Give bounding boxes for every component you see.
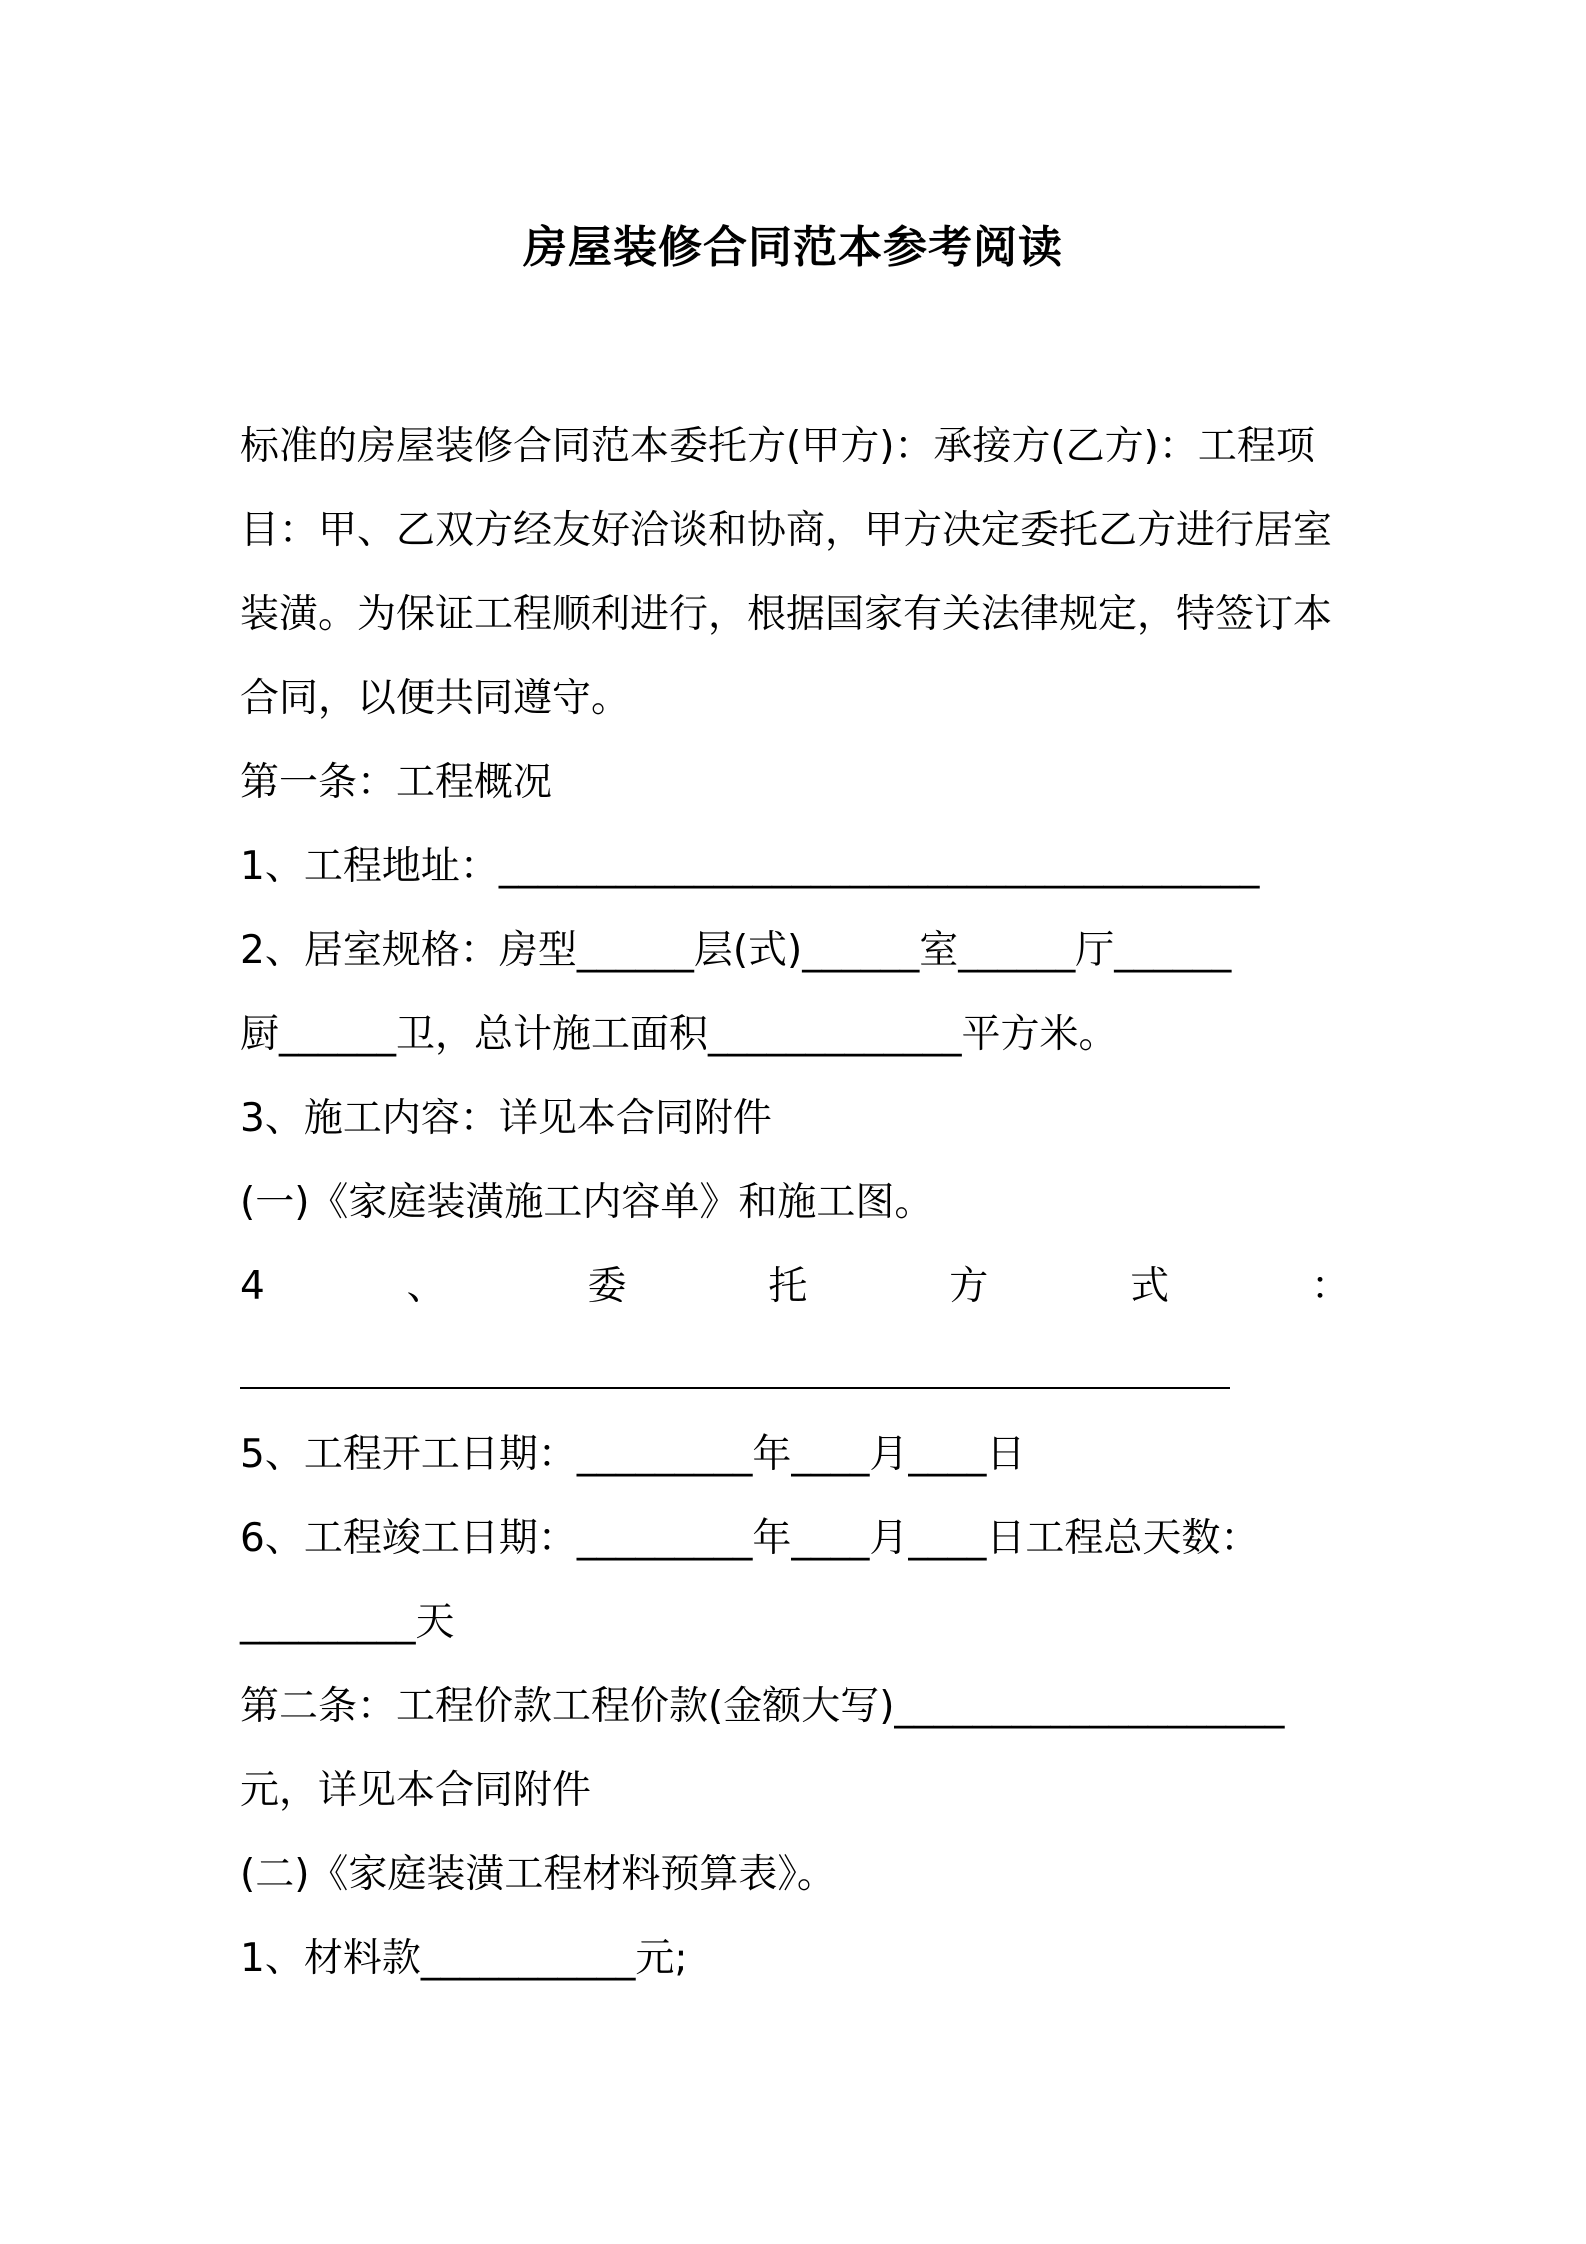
item-room-spec-line-2: 厨______卫，总计施工面积_____________平方米。 bbox=[240, 1012, 1118, 1057]
item-completion-date-line-1: 6、工程竣工日期：_________年____月____日工程总天数： bbox=[240, 1516, 1260, 1561]
intro-paragraph: 标准的房屋装修合同范本委托方(甲方)：承接方(乙方)：工程项目：甲、乙双方经友好洽谈和协商，甲方决定委托乙方进行居室装潢。为保证工程顺利进行，根据国家有关法律规定，特签订本合同，以便共同遵守。 bbox=[240, 424, 1333, 721]
article-1-heading: 第一条：工程概况 bbox=[240, 760, 553, 805]
item-start-date: 5、工程开工日期：_________年____月____日 bbox=[240, 1432, 1026, 1477]
document-body bbox=[240, 405, 1350, 2001]
item-project-address: 1、工程地址：_______________________________________ bbox=[240, 844, 1260, 889]
blank-fill-line bbox=[240, 1329, 1350, 1413]
document-title: 房屋装修合同范本参考阅读 bbox=[523, 222, 1063, 273]
article-2-line-1: 第二条：工程价款工程价款(金额大写)____________________ bbox=[240, 1684, 1285, 1729]
blank-underline bbox=[240, 1387, 1230, 1389]
item-construction-content: 3、施工内容：详见本合同附件 bbox=[240, 1096, 772, 1141]
sub-item-1: (一)《家庭装潢施工内容单》和施工图。 bbox=[240, 1180, 934, 1225]
item-room-spec-line-1: 2、居室规格：房型______层(式)______室______厅______ bbox=[240, 928, 1232, 973]
item-completion-date-line-2: _________天 bbox=[240, 1600, 455, 1645]
sub-item-2: (二)《家庭装潢工程材料预算表》。 bbox=[240, 1852, 836, 1897]
item-commission-method: 4、委托方式： bbox=[240, 1264, 1350, 1309]
item-material-cost: 1、材料款___________元; bbox=[240, 1936, 688, 1981]
article-2-line-2: 元，详见本合同附件 bbox=[240, 1768, 592, 1813]
